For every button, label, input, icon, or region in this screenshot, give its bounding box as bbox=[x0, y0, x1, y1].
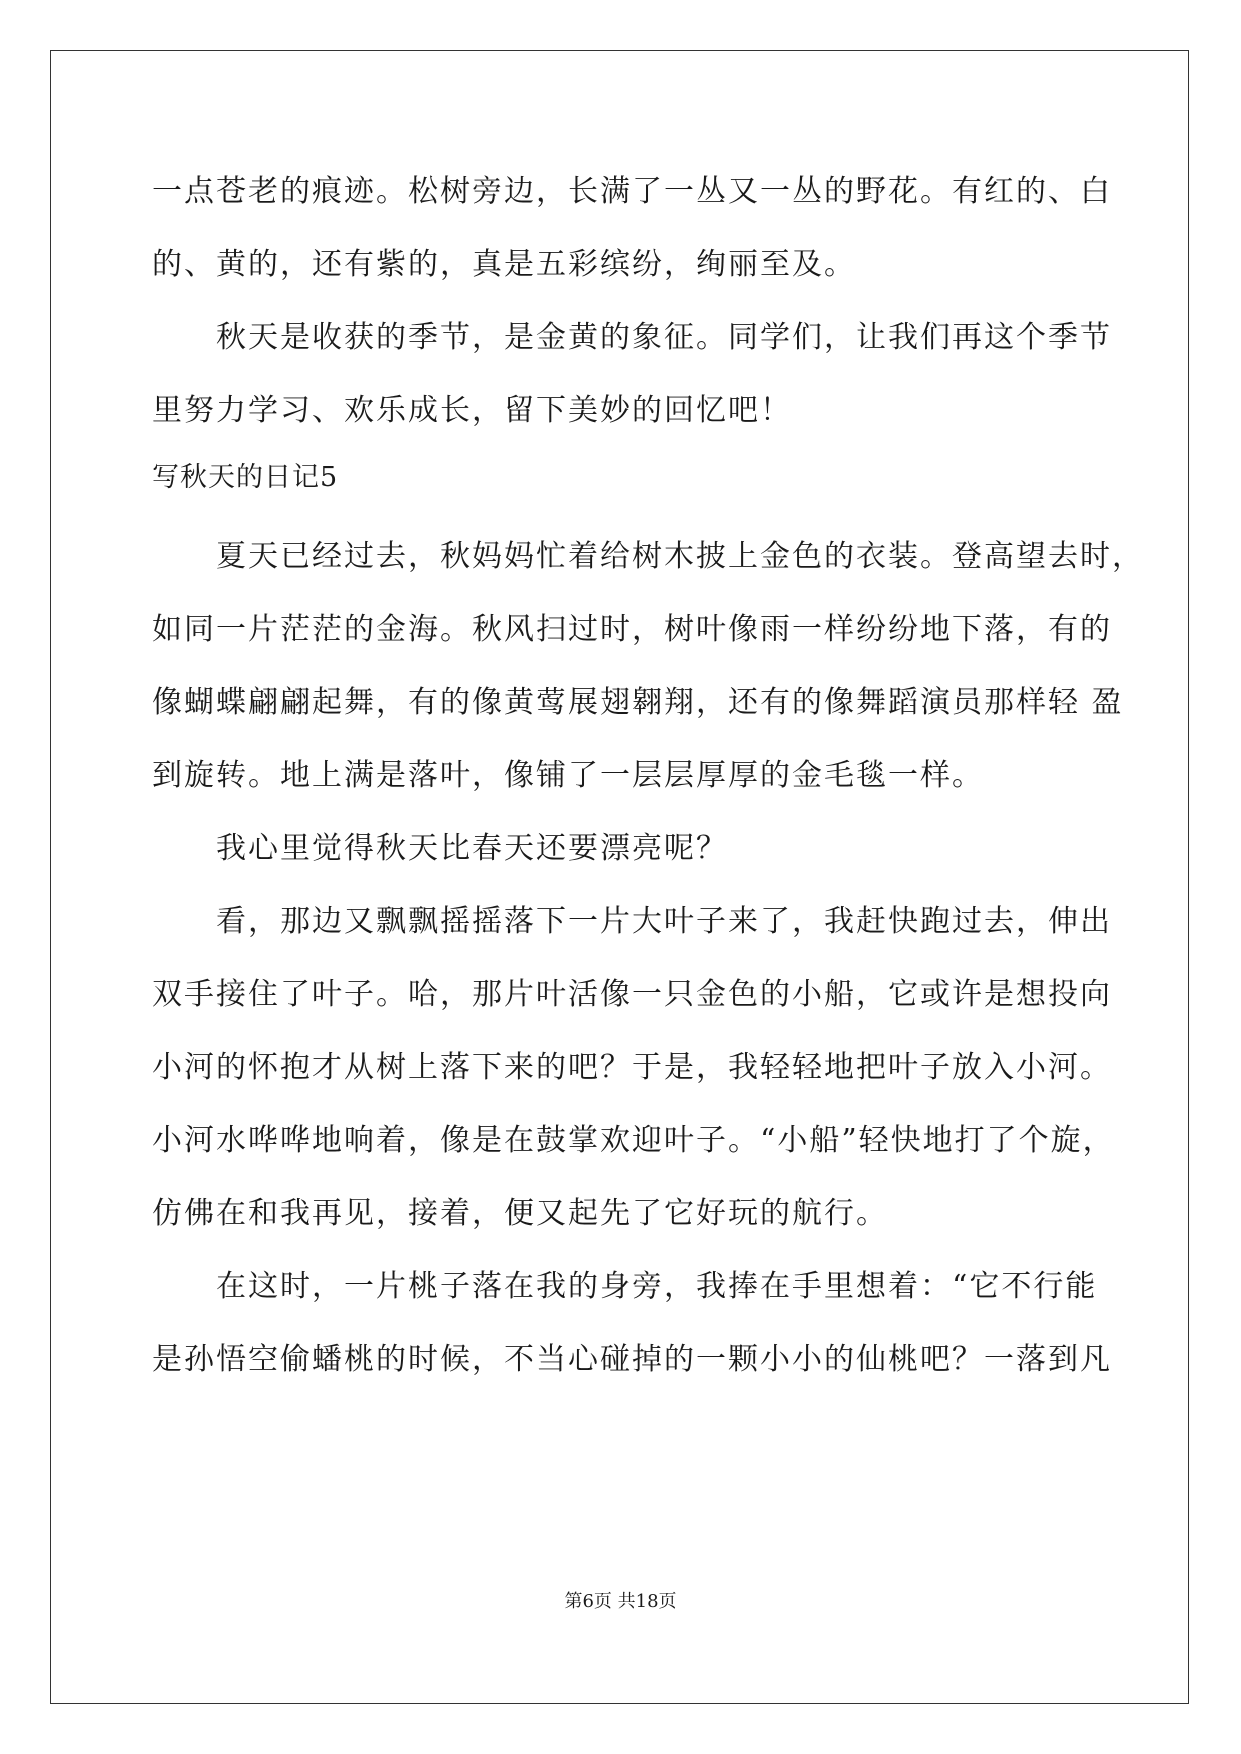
paragraph-line: 双手接住了叶子。哈，那片叶活像一只金色的小船，它或许是想投向 bbox=[152, 977, 1112, 1012]
page-number: 第6页 共18页 bbox=[564, 1591, 677, 1612]
paragraph-line: 小河的怀抱才从树上落下来的吧？于是，我轻轻地把叶子放入小河。 bbox=[152, 1050, 1112, 1085]
paragraph-line: 看，那边又飘飘摇摇落下一片大叶子来了，我赶快跑过去，伸出 bbox=[216, 904, 1112, 939]
paragraph-line: 秋天是收获的季节，是金黄的象征。同学们，让我们再这个季节 bbox=[216, 320, 1112, 355]
paragraph-line: 在这时，一片桃子落在我的身旁，我捧在手里想着：“它不行能 bbox=[216, 1269, 1098, 1304]
paragraph-line: 一点苍老的痕迹。松树旁边，长满了一丛又一丛的野花。有红的、白 bbox=[152, 174, 1112, 209]
paragraph-line: 是孙悟空偷蟠桃的时候，不当心碰掉的一颗小小的仙桃吧？一落到凡 bbox=[152, 1342, 1112, 1377]
paragraph-line: 的、黄的，还有紫的，真是五彩缤纷，绚丽至及。 bbox=[152, 247, 856, 282]
page-border bbox=[50, 50, 1189, 1704]
paragraph-line: 里努力学习、欢乐成长，留下美妙的回忆吧！ bbox=[152, 393, 792, 428]
paragraph-line: 夏天已经过去，秋妈妈忙着给树木披上金色的衣装。登高望去时， bbox=[216, 539, 1144, 574]
paragraph-line: 到旋转。地上满是落叶，像铺了一层层厚厚的金毛毯一样。 bbox=[152, 758, 984, 793]
paragraph-line: 仿佛在和我再见，接着，便又起先了它好玩的航行。 bbox=[152, 1196, 888, 1231]
paragraph-line: 我心里觉得秋天比春天还要漂亮呢？ bbox=[216, 831, 728, 866]
section-heading: 写秋天的日记5 bbox=[152, 462, 339, 493]
paragraph-line: 像蝴蝶翩翩起舞，有的像黄莺展翅翱翔，还有的像舞蹈演员那样轻 盈 bbox=[152, 685, 1124, 720]
paragraph-line: 如同一片茫茫的金海。秋风扫过时，树叶像雨一样纷纷地下落，有的 bbox=[152, 612, 1112, 647]
paragraph-line: 小河水哗哗地响着，像是在鼓掌欢迎叶子。“小船”轻快地打了个旋， bbox=[152, 1123, 1115, 1158]
